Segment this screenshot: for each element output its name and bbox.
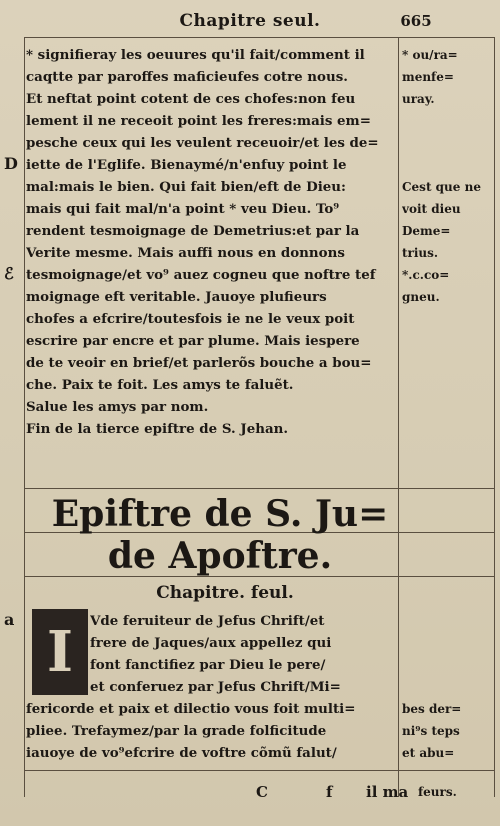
text-line: fericorde et paix et dilectio vous foit multi= (26, 701, 356, 717)
catchword: il ma (366, 783, 409, 801)
text-line: escrire par encre et par plume. Mais iespere (26, 333, 360, 349)
text-line: et conferuez par Jefus Chrift/Mi= (90, 679, 341, 695)
main-text-block (26, 44, 398, 440)
text-line: caqtte par paroffes maficieufes cotre nous. (26, 69, 348, 85)
margin-note: gneu. (402, 290, 440, 304)
text-line: Vde feruiteur de Jefus Chrift/et (90, 613, 325, 629)
text-line: chofes a efcrire/toutesfois ie ne le veux poit (26, 311, 355, 327)
left-margin-mark: ℰ (4, 264, 14, 283)
bottom-rule (24, 770, 494, 771)
text-line: de te veoir en brief/et parlerõs bouche a bou= (26, 355, 372, 371)
text-line: mal:mais le bien. Qui fait bien/eft de Dieu: (26, 179, 346, 195)
text-line: Salue les amys par nom. (26, 399, 209, 415)
catchword-line (26, 778, 496, 806)
text-line: tesmoignage/et vo⁹ auez cogneu que noftre tef (26, 267, 376, 283)
drop-cap-letter: I (46, 619, 74, 685)
margin-note: *.c.co= (402, 268, 450, 282)
second-text-block (90, 610, 400, 698)
text-line: moignage eft veritable. Jauoye plufieurs (26, 289, 327, 305)
text-line: iauoye de vo⁹efcrire de voftre cõmũ falut/ (26, 745, 337, 761)
margin-note: voit dieu (402, 202, 461, 216)
text-line: che. Paix te foit. Les amys te faluẽt. (26, 377, 294, 393)
text-line: Verite mesme. Mais auffi nous en donnons (26, 245, 345, 261)
right-rule (494, 37, 495, 797)
margin-note: ni⁹s teps (402, 724, 460, 738)
text-line: iette de l'Eglife. Bienaymé/n'enfuy point le (26, 157, 347, 173)
epistle-title-line-2: de Apoftre. (107, 535, 333, 577)
text-line: frere de Jaques/aux appellez qui (90, 635, 332, 651)
margin-note: * ou/ra= (402, 48, 458, 62)
margin-note: menfe= (402, 70, 454, 84)
catchword: C (256, 783, 268, 801)
running-head: Chapitre seul. (179, 11, 321, 31)
text-line: pliee. Trefaymez/par la grade folficitude (26, 723, 327, 739)
text-line: font fanctifiez par Dieu le pere/ (90, 657, 326, 673)
text-line: pesche ceux qui les veulent receuoir/et les de= (26, 135, 379, 151)
text-line: mais qui fait mal/n'a point * veu Dieu. To⁹ (26, 201, 340, 217)
left-rule (24, 37, 25, 797)
heading-rule-top (24, 488, 494, 489)
text-line: rendent tesmoignage de Demetrius:et par la (26, 223, 360, 239)
top-rule (24, 37, 494, 38)
margin-note: et abu= (402, 746, 455, 760)
margin-note: Cest que ne (402, 180, 481, 194)
folio-number: 665 (400, 12, 432, 30)
second-text-wide-block (26, 698, 398, 764)
chapter-heading: Chapitre. feul. (156, 583, 294, 603)
margin-note: trius. (402, 246, 439, 260)
catchword: feurs. (418, 785, 457, 799)
left-margin-mark: a (4, 610, 15, 629)
text-line: Et neftat point cotent de ces chofes:non feu (26, 91, 356, 107)
drop-cap-initial (32, 609, 88, 695)
text-line: Fin de la tierce epiftre de S. Jehan. (26, 421, 289, 437)
catchword: f (326, 783, 333, 801)
text-line: * signifieray les oeuures qu'il fait/comment il (26, 47, 365, 63)
left-margin-mark: D (4, 154, 18, 173)
margin-note: Deme= (402, 224, 451, 238)
text-line: lement il ne receoit point les freres:mais em= (26, 113, 371, 129)
epistle-title-line-1: Epiftre de S. Ju= (51, 493, 389, 535)
margin-note: uray. (402, 92, 435, 106)
margin-note: bes der= (402, 702, 462, 716)
